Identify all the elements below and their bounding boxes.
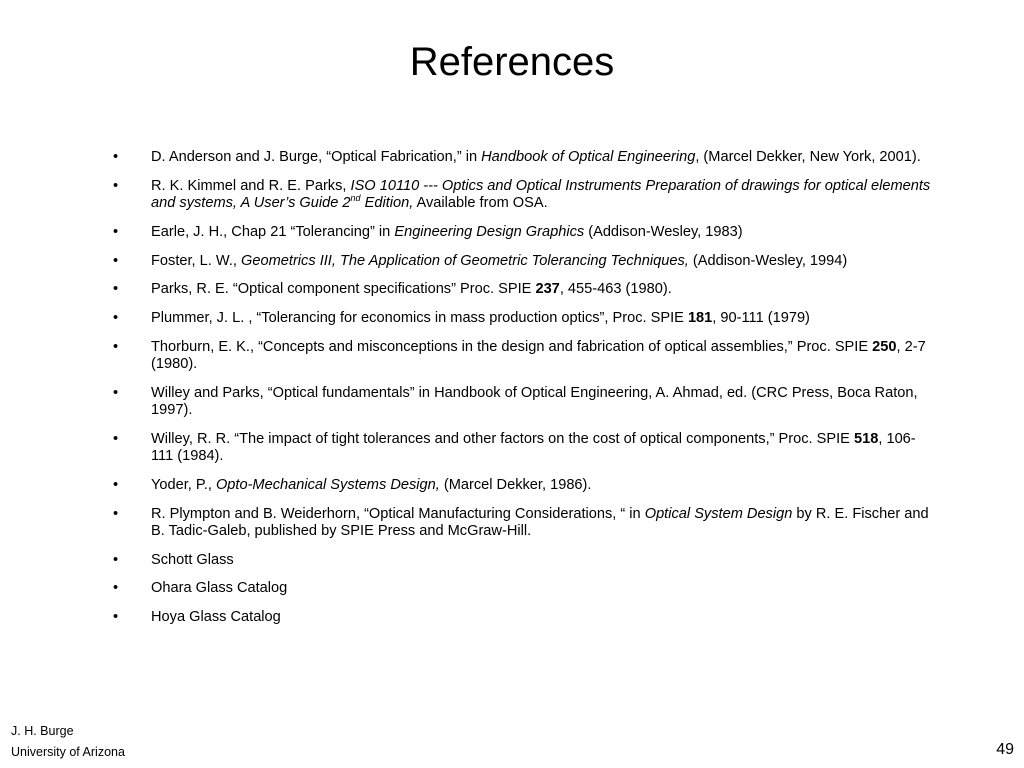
reference-text bbox=[151, 580, 287, 596]
reference-item bbox=[113, 178, 933, 213]
bullet-icon: • bbox=[113, 580, 119, 597]
reference-text bbox=[151, 609, 281, 625]
reference-item bbox=[113, 310, 933, 327]
reference-text bbox=[151, 149, 921, 165]
reference-segment: (Addison-Wesley, 1994) bbox=[688, 252, 848, 269]
bullet-icon: • bbox=[113, 281, 119, 298]
reference-segment: D. Anderson and J. Burge, “Optical Fabrication,” in bbox=[151, 149, 482, 165]
reference-segment: Geometrics III, The Application of Geometric Tolerancing Techniques, bbox=[241, 252, 689, 269]
reference-text bbox=[151, 552, 234, 568]
reference-segment: Optical System Design bbox=[644, 505, 793, 522]
reference-item bbox=[113, 431, 933, 466]
bullet-icon: • bbox=[113, 609, 119, 626]
reference-segment: , 455-463 (1980). bbox=[559, 281, 672, 298]
reference-segment: Ohara Glass Catalog bbox=[151, 580, 288, 597]
reference-segment: 237 bbox=[535, 281, 560, 298]
bullet-icon: • bbox=[113, 430, 119, 447]
footer-affiliation: University of Arizona bbox=[11, 745, 125, 759]
reference-item bbox=[113, 477, 933, 494]
reference-segment: Edition, bbox=[360, 195, 414, 212]
reference-segment: 518 bbox=[853, 430, 879, 447]
reference-segment: Opto-Mechanical Systems Design, bbox=[215, 476, 440, 493]
reference-text bbox=[151, 339, 926, 372]
reference-item bbox=[113, 149, 933, 166]
reference-text bbox=[151, 224, 743, 240]
bullet-icon: • bbox=[113, 384, 119, 401]
reference-text bbox=[151, 310, 810, 326]
reference-segment: (Marcel Dekker, 1986). bbox=[439, 476, 592, 493]
reference-segment: nd bbox=[350, 193, 361, 204]
reference-segment: Schott Glass bbox=[151, 551, 234, 568]
reference-segment: , 90-111 (1979) bbox=[712, 309, 810, 326]
reference-item bbox=[113, 609, 933, 626]
slide-title: References bbox=[409, 40, 615, 84]
reference-segment: Willey, R. R. “The impact of tight tolerances and other factors on the cost of optical components,” Proc. SPIE bbox=[151, 430, 854, 447]
reference-segment: 181 bbox=[687, 309, 713, 326]
reference-segment: R. K. Kimmel and R. E. Parks, bbox=[151, 177, 351, 194]
reference-segment: Engineering Design Graphics bbox=[394, 223, 585, 240]
bullet-icon: • bbox=[113, 177, 119, 194]
reference-text bbox=[151, 431, 916, 464]
reference-segment: , 106-111 (1984). bbox=[151, 430, 916, 465]
reference-segment: Thorburn, E. K., “Concepts and misconceptions in the design and fabrication of optical assemblies,” Proc. SPIE bbox=[151, 338, 873, 355]
bullet-icon: • bbox=[113, 149, 119, 165]
footer-author: J. H. Burge bbox=[11, 724, 74, 738]
reference-segment: Handbook of Optical Engineering bbox=[481, 149, 696, 165]
reference-text bbox=[151, 178, 930, 211]
reference-item bbox=[113, 281, 933, 298]
reference-list bbox=[113, 149, 933, 638]
reference-item bbox=[113, 506, 933, 541]
reference-segment: Hoya Glass Catalog bbox=[151, 609, 281, 626]
bullet-icon: • bbox=[113, 551, 119, 568]
reference-segment: Willey and Parks, “Optical fundamentals” in Handbook of Optical Engineering, A. Ahmad, ed. (CRC Press, Boca Raton, 1997). bbox=[151, 384, 918, 419]
bullet-icon: • bbox=[113, 309, 119, 326]
reference-segment: , 2-7 (1980). bbox=[151, 338, 926, 373]
page-number: 49 bbox=[996, 741, 1014, 758]
reference-segment: Foster, L. W., bbox=[151, 252, 242, 269]
reference-segment: by R. E. Fischer and B. Tadic-Galeb, published by SPIE Press and McGraw-Hill. bbox=[151, 505, 929, 540]
reference-segment: ISO 10110 --- Optics and Optical Instruments Preparation of drawings for optical elements and systems, A User’s Guide 2 bbox=[151, 177, 931, 212]
reference-segment: Yoder, P., bbox=[151, 476, 216, 493]
reference-item bbox=[113, 339, 933, 374]
reference-item bbox=[113, 552, 933, 569]
reference-segment: , (Marcel Dekker, New York, 2001). bbox=[695, 149, 921, 165]
bullet-icon: • bbox=[113, 505, 119, 522]
reference-segment: Available from OSA. bbox=[413, 195, 548, 212]
reference-text bbox=[151, 385, 918, 418]
reference-item bbox=[113, 253, 933, 270]
bullet-icon: • bbox=[113, 476, 119, 493]
reference-item bbox=[113, 385, 933, 420]
reference-text bbox=[151, 477, 591, 493]
reference-segment: R. Plympton and B. Weiderhorn, “Optical Manufacturing Considerations, “ in bbox=[151, 505, 645, 522]
reference-text bbox=[151, 253, 847, 269]
reference-segment: 250 bbox=[872, 338, 897, 355]
reference-item bbox=[113, 580, 933, 597]
reference-segment: (Addison-Wesley, 1983) bbox=[584, 223, 743, 240]
reference-text bbox=[151, 506, 929, 539]
bullet-icon: • bbox=[113, 223, 119, 240]
bullet-icon: • bbox=[113, 252, 119, 269]
reference-item bbox=[113, 224, 933, 241]
bullet-icon: • bbox=[113, 338, 119, 355]
reference-segment: Plummer, J. L. , “Tolerancing for economics in mass production optics”, Proc. SPIE bbox=[151, 309, 688, 326]
reference-segment: Parks, R. E. “Optical component specifications” Proc. SPIE bbox=[151, 281, 536, 298]
reference-text bbox=[151, 281, 672, 297]
reference-segment: Earle, J. H., Chap 21 “Tolerancing” in bbox=[151, 223, 395, 240]
